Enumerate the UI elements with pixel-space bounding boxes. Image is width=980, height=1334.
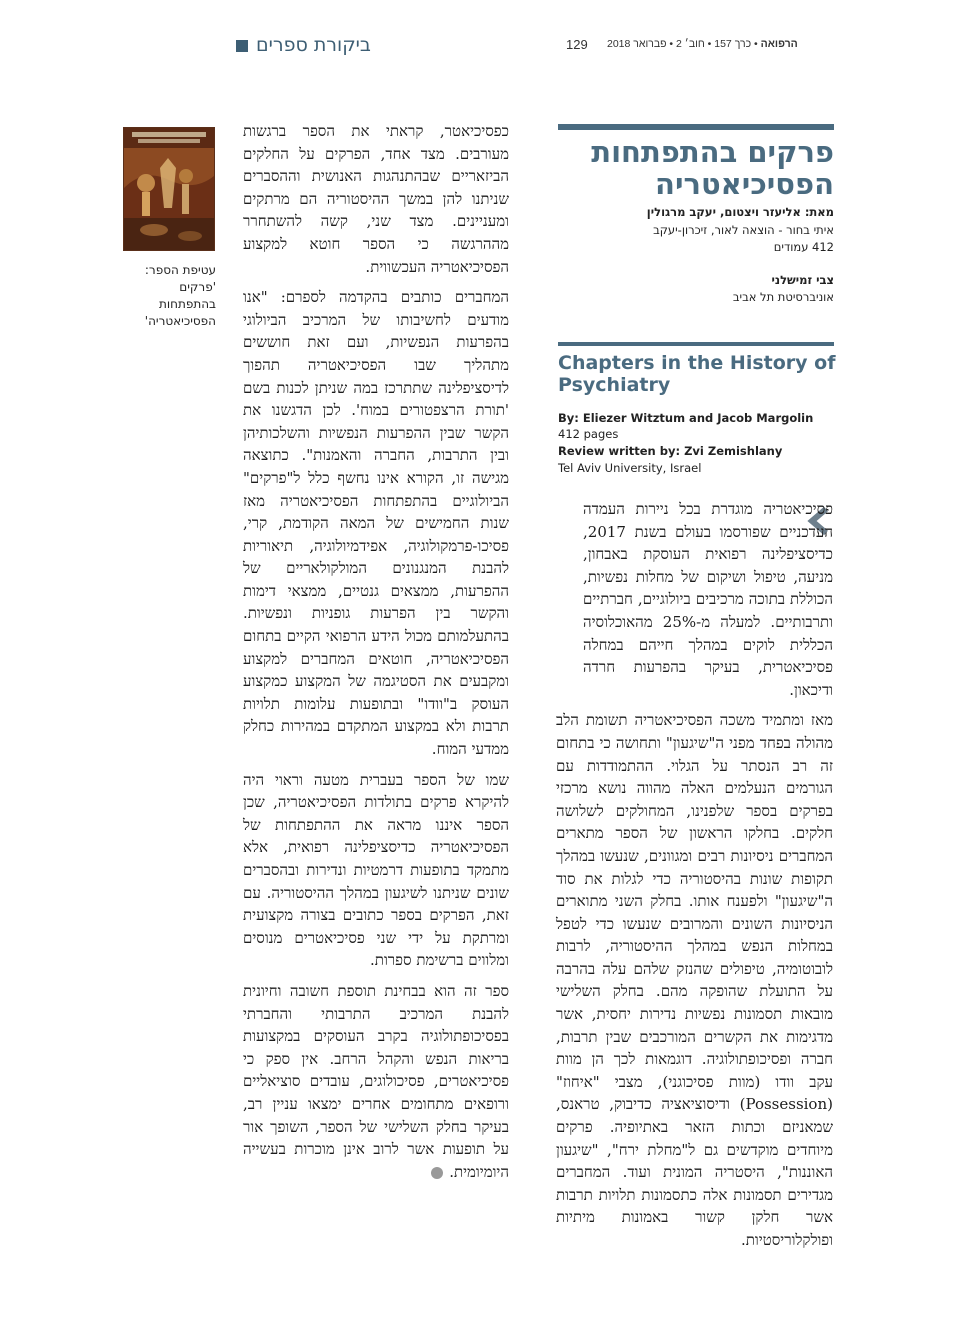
title-rule xyxy=(558,124,834,130)
authors-hebrew: מאת: אליעזר ויצטום, יעקב מרגולין xyxy=(646,205,834,219)
paragraph xyxy=(243,980,509,1183)
paragraph: כפסיכיאטר, קראתי את הספר ברגשות מעורבים. מצד אחד, הפרקים על החלקים הביזאריים שבהתנהגות האנושית וההסברים שניתנו להן במשך ההיסטוריה הם מרתקים ומעניינים. מצד שני, קשה להשתחרר מההרגשה כי הספר חוטא למקצוע הפסיכיאטריה העכשווית. xyxy=(243,122,509,276)
body-column-middle xyxy=(243,120,509,1191)
affiliation-hebrew: אוניברסיטת תל אביב xyxy=(732,290,834,304)
reviewer-hebrew: צבי זמישלני xyxy=(771,273,834,287)
article-title-hebrew: פרקים בהתפתחות הפסיכיאטריה xyxy=(591,135,834,201)
paragraph: מאז ומתמיד משכה הפסיכיאטריה תשומת הלב מהולה בפחד מפני ה"שיגעון" ותחושה כי בתחום זה רב הנסתר על הגלוי. ההתמודדות עם הגורמים הנעלמים האלה מהווה נושא מרכזי בפרקים בספר שלפנינו, המחולקים לשלושה חלקים. בחלקו הראשון של הספר מתארים המחברים ניסיונות רבים ומגוונים, שנעשו במהלך תקופות שונות בהיסטוריה כדי לגלות את סוד ה"שיגעון" ולפענח אותו. בחלק השני מתוארים הניסיונות השונים והמרובים שנעשו כדי לטפל במחלות הנפש במהלך ההיסטוריה, לרבות לובוטומיה, טיפולים שהנזק שלהם עלה בהרבה על התועלת שהופקה מהם. בחלק השלישי מובאות תסמונות נפשיות נדירות יחסית, אשר מדגימות את הקשרים המורכבים שבין תרבות, חברה ופסיכופתולוגיה. דוגמאות לכך הן מוות עקב וודו (מוות פסיכוגני), מצבי "איחוז" (Possession) ודיסוציאציה כדיבוק, טראנס, שמאניזם וכתות הזאר באתיופיה. פרקים מיוחדים מוקדשים גם ל"מחלת ירח", "שיגעון האוננות", היסטריה המונית ועוד. המחברים מגדירים תסמונות אלה כתסמונות תלויות תרבות אשר חלקן קשור באמונות מיתיות ופולקלוריסטיות. xyxy=(556,711,833,1249)
article-title-english: Chapters in the History of Psychiatry xyxy=(558,352,836,396)
paragraph: פסיכיאטריה מוגדרת בכל ניירות העמדה העדכניים שפורסמו בעולם בשנת 2017, כדיסציפלינה רפואית העוסקת באבחון, מניעה, טיפול ושיקום של מחלות נפשיות, הכוללת בתוכה מרכיבים ביולוגיים, חברתיים ותרבותיים. למעלה מ-25% מהאוכלוסיה הכללית לוקים במהלך חייהם במחלה פסיכיאטרית, בעיקר בהפרעות חרדה ודיכאון. xyxy=(583,500,833,699)
section-square-icon xyxy=(236,40,248,52)
section-label: ביקורת ספרים xyxy=(256,34,371,56)
paragraph: שמו של הספר בעברית מטעה וראוי היה להיקרא פרקים בתולדות הפסיכיאטריה, שכן הספר איננו מראה את ההתפתחות של הפסיכיאטריה כדיסציפלינה רפואית, אלא מתמקד בתופעות דרמטיות ונדירות ובהסברים שונים שניתנו לשיגעון במהלך ההיסטוריה. עם זאת, הפרקים בספר כתובים בצורה מקצועית ומרתקת על ידי שני פסיכיאטרים מנוסים ומלווים ברשימת ספרות. xyxy=(243,770,509,970)
affiliation-english: Tel Aviv University, Israel xyxy=(558,461,702,475)
authors-english: By: Eliezer Witztum and Jacob Margolin xyxy=(558,411,814,425)
dot-icon xyxy=(431,1167,443,1179)
english-title-rule xyxy=(558,342,834,346)
reviewer-english: Review written by: Zvi Zemishlany xyxy=(558,444,783,458)
page-number: 129 xyxy=(566,37,588,52)
running-head xyxy=(607,38,798,50)
cover-caption: עטיפת הספר: 'פרקים בהתפתחות הפסיכיאטריה' xyxy=(144,263,216,328)
paragraph: המחברים כותבים בהקדמה לספרם: "אנו מודעים לחשיבותו של המרכיב הביולוגי בהפרעות הנפשיות, ועם זאת חוששים מתהליך שבו הפסיכיאטריה תהפוך לדיסציפלינה שתתרכז במה שניתן לכנות בשם 'תורת הרצפטורים במוח'. לכן הדגשנו את הקשר שבין ההפרעות הנפשיות והשלכותיהן ובין התרבות, החברה והאמנות". כתוצאה מגישה זו, הקורא אינו נחשף כלל ל"פרקים" הביולוגיים בהתפתחות הפסיכיאטריה מאז שנות החמישים של המאה הקודמת, קרי, פסיכו-פרמקולוגיה, אפידמיולוגיה, תיאוריות להבנת המנגנונים המולקולאריים של ההפרעות, ממצאים גנטיים, ממצאי דימות והקשר בין הפרעות גופניות ונפשיות. בהתעלמותם מכול הידע הרפואי הקיים בתחום הפסיכיאטריה, חוטאים המחברים למקצוע ומקבעים את הסטיגמה של המקצוע כמקצוע העוסק ב"וודו" ובתופעות עלומות תלויות תרבות ולא במקצוע המתקדם במהירות כחלק ממדעי המוח. xyxy=(243,288,509,759)
publisher-hebrew: איתי בחור - הוצאה לאור, זיכרון-יעקב xyxy=(653,223,834,237)
journal-name: הרפואה xyxy=(760,38,798,50)
pages-english: 412 pages xyxy=(558,427,619,441)
paragraph-text: ספר זה הוא בבחינת תוספת חשובה וחיונית להבנת המרכיב התרבותי והחברתי בפסיכופתולוגיה בקרב העוסקים במקצועות בריאות הנפש והקהל הרחב. אין ספק כי פסיכיאטרים, פסיכולוגים, עובדים סוציאליים ורופאים מתחומים אחרים ימצאו עניין רב, בעיקר בחלק השלישי של הספר, השופך אור על תופעות אשר לרוב אינן מוכרות בעשייה היומיומית. xyxy=(243,981,509,1181)
pages-hebrew: 412 עמודים xyxy=(773,240,834,254)
body-column-right xyxy=(556,498,833,1260)
issue-info: • כרך 157 • חוב׳ 2 • פברואר 2018 xyxy=(607,38,758,50)
book-cover-image xyxy=(124,128,214,250)
